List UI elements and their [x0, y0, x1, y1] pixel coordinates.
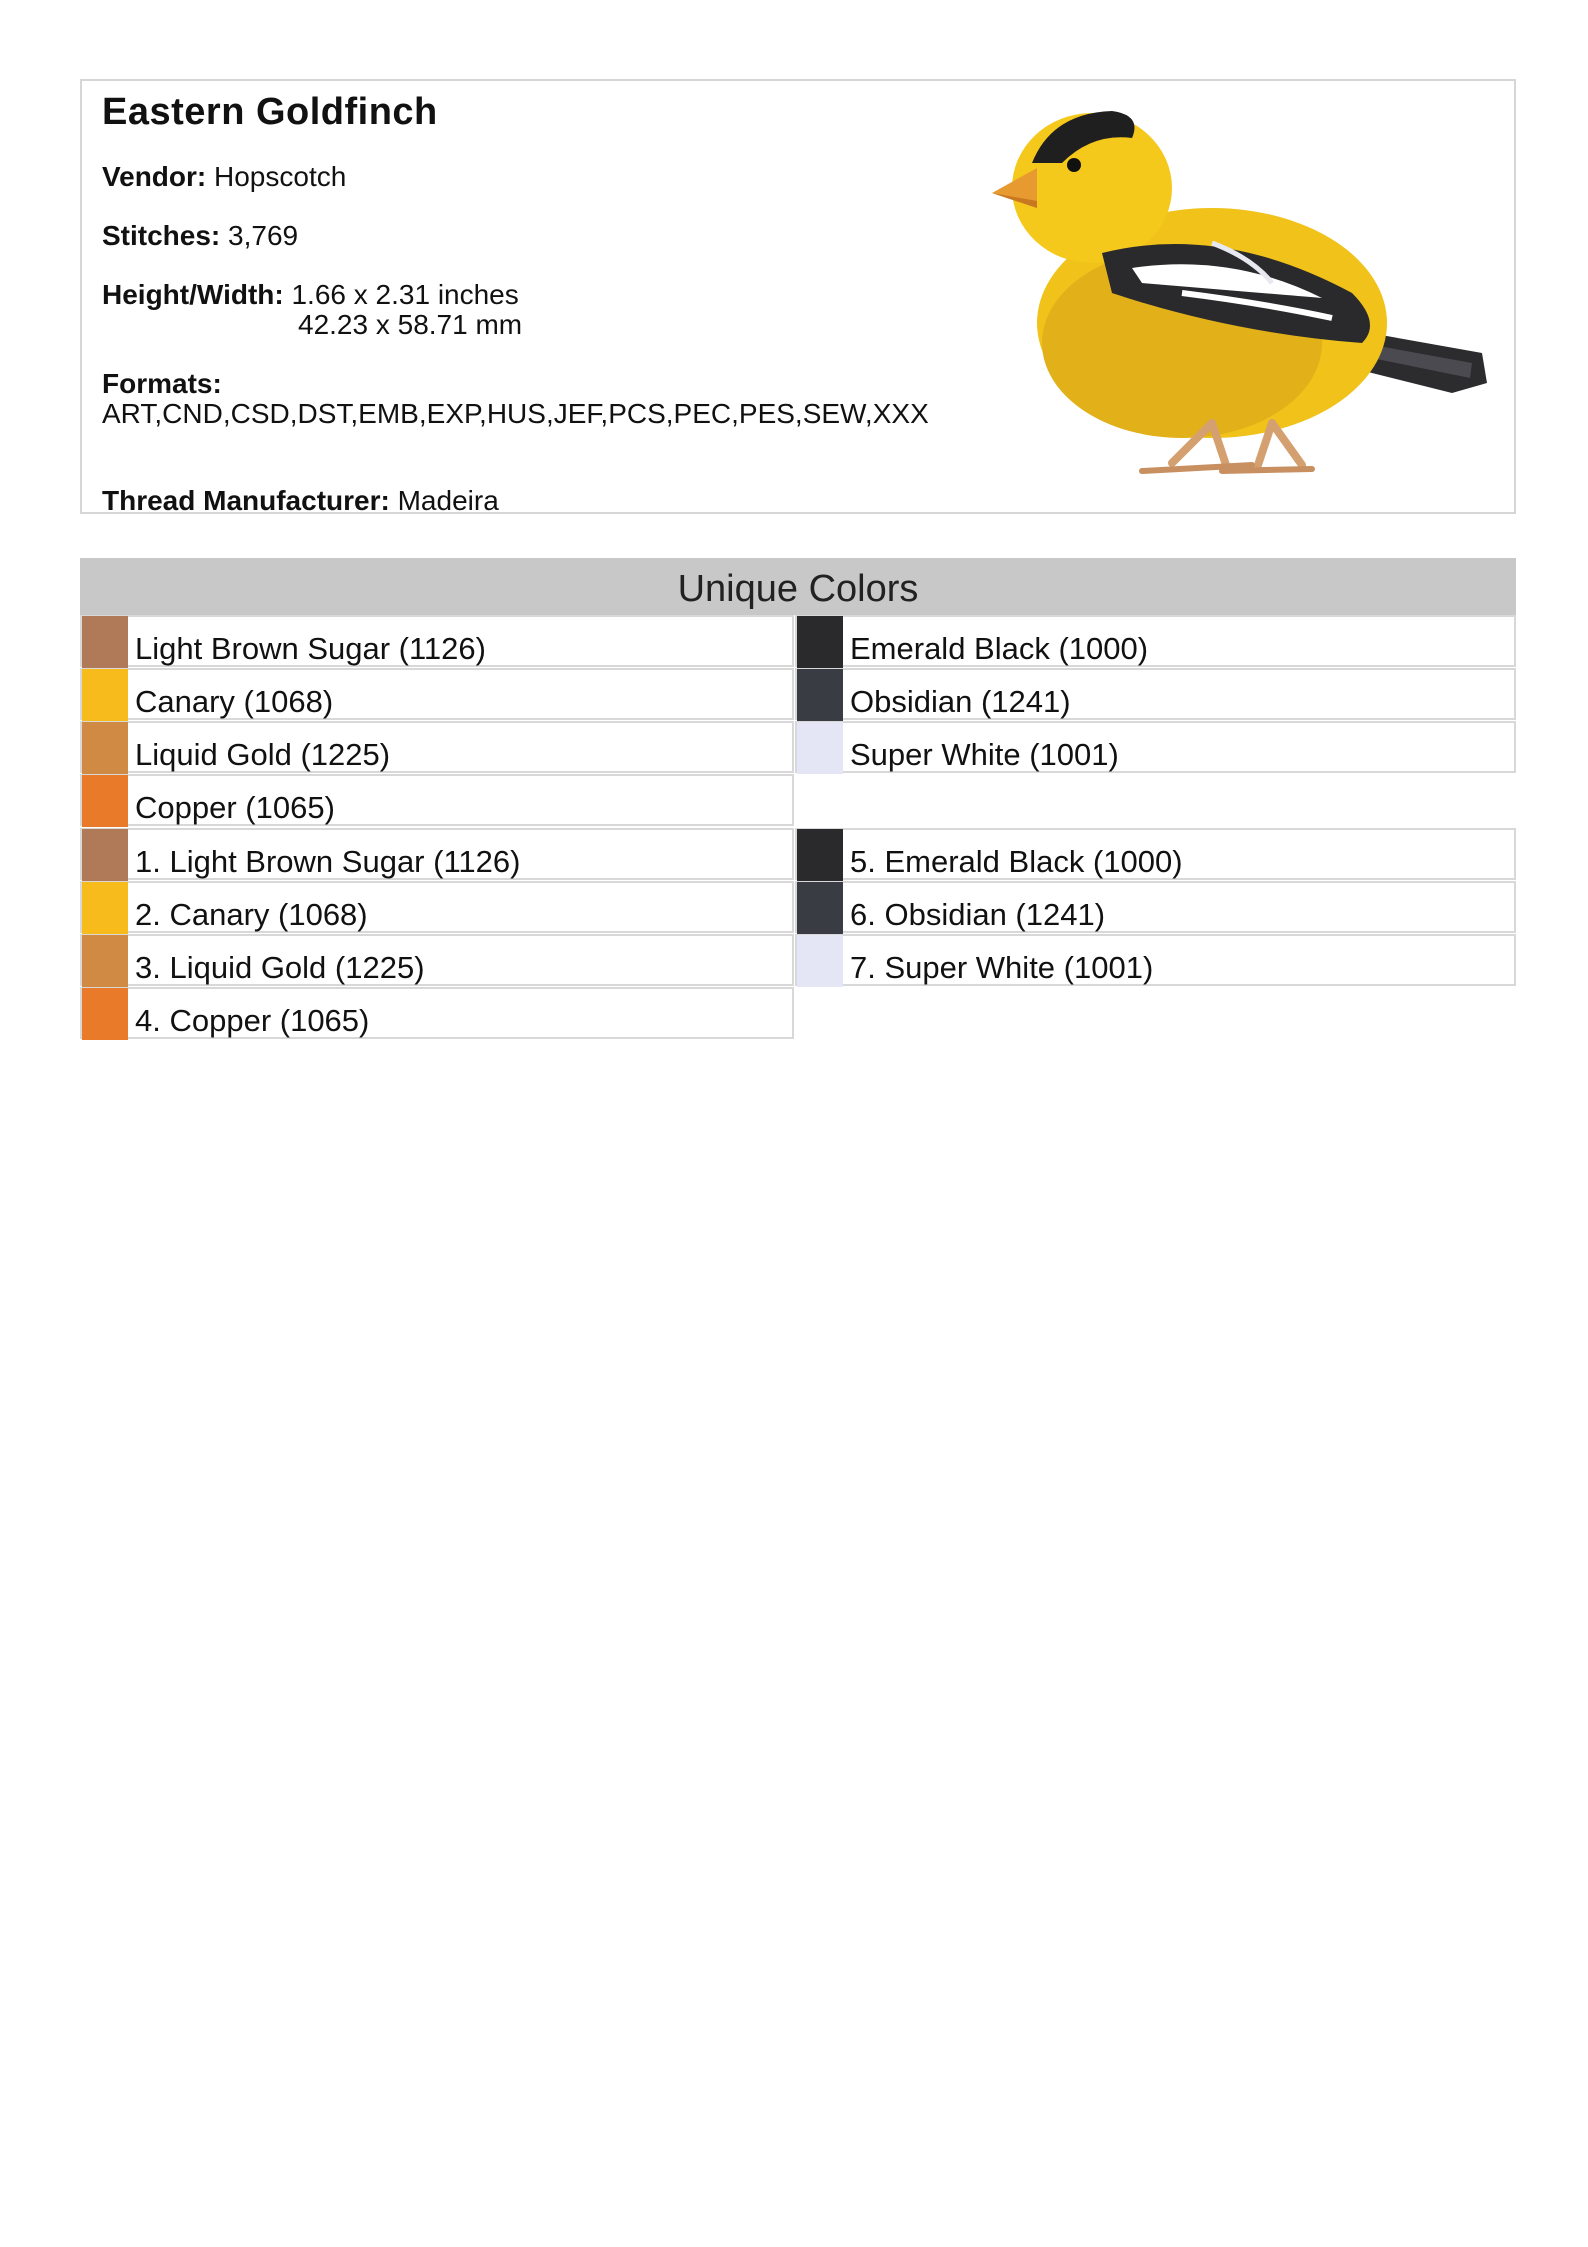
- design-title: Eastern Goldfinch: [102, 91, 438, 133]
- vendor-field: [102, 162, 346, 192]
- formats-field: [102, 369, 962, 429]
- color-row: [80, 615, 794, 667]
- height-width-label: Height/Width:: [102, 279, 284, 310]
- sequence-label: 3. Liquid Gold (1225): [135, 950, 425, 985]
- color-swatch: [82, 722, 128, 774]
- color-swatch: [797, 722, 843, 774]
- color-row: [795, 615, 1516, 667]
- design-info-box: [80, 79, 1516, 514]
- color-row: [80, 774, 794, 826]
- color-swatch: [82, 988, 128, 1040]
- color-row: [795, 668, 1516, 720]
- formats-label: Formats:: [102, 368, 222, 399]
- sequence-row: [80, 987, 794, 1039]
- sequence-label: 2. Canary (1068): [135, 897, 368, 932]
- sequence-row: [80, 934, 794, 986]
- color-swatch: [82, 775, 128, 827]
- color-label: Canary (1068): [135, 684, 334, 719]
- thread-manufacturer-label: Thread Manufacturer:: [102, 485, 390, 516]
- color-swatch: [82, 616, 128, 668]
- stitches-value: 3,769: [228, 220, 299, 251]
- sequence-row: [795, 881, 1516, 933]
- color-label: Light Brown Sugar (1126): [135, 631, 486, 666]
- color-swatch: [797, 935, 843, 987]
- vendor-value: Hopscotch: [214, 161, 347, 192]
- formats-value: ART,CND,CSD,DST,EMB,EXP,HUS,JEF,PCS,PEC,PES,SEW,XXX: [102, 398, 929, 429]
- goldfinch-embroidery-icon: [982, 93, 1502, 493]
- color-swatch: [82, 669, 128, 721]
- color-label: Copper (1065): [135, 790, 335, 825]
- sequence-row: [795, 934, 1516, 986]
- sequence-label: 5. Emerald Black (1000): [850, 844, 1183, 879]
- sequence-label: 1. Light Brown Sugar (1126): [135, 844, 521, 879]
- stitches-label: Stitches:: [102, 220, 221, 251]
- color-label: Liquid Gold (1225): [135, 737, 391, 772]
- unique-colors-header: Unique Colors: [80, 558, 1516, 615]
- color-label: Obsidian (1241): [850, 684, 1071, 719]
- color-row: [80, 721, 794, 773]
- sequence-row: [80, 828, 794, 880]
- color-swatch: [82, 829, 128, 881]
- color-row: [795, 721, 1516, 773]
- color-label: Emerald Black (1000): [850, 631, 1149, 666]
- sequence-row: [795, 828, 1516, 880]
- sequence-row: [80, 881, 794, 933]
- sequence-label: 7. Super White (1001): [850, 950, 1154, 985]
- color-swatch: [797, 669, 843, 721]
- stitches-field: [102, 221, 298, 251]
- color-swatch: [82, 935, 128, 987]
- color-row: [80, 668, 794, 720]
- height-width-inches: 1.66 x 2.31 inches: [291, 279, 519, 310]
- color-swatch: [82, 882, 128, 934]
- color-label: Super White (1001): [850, 737, 1119, 772]
- thread-manufacturer-field: [102, 486, 499, 516]
- height-width-field: [102, 280, 522, 340]
- sequence-label: 6. Obsidian (1241): [850, 897, 1106, 932]
- vendor-label: Vendor:: [102, 161, 207, 192]
- sequence-label: 4. Copper (1065): [135, 1003, 370, 1038]
- height-width-mm: 42.23 x 58.71 mm: [298, 309, 523, 340]
- color-swatch: [797, 616, 843, 668]
- color-swatch: [797, 882, 843, 934]
- thread-manufacturer-value: Madeira: [397, 485, 499, 516]
- unique-colors-table: [80, 558, 1516, 1046]
- color-swatch: [797, 829, 843, 881]
